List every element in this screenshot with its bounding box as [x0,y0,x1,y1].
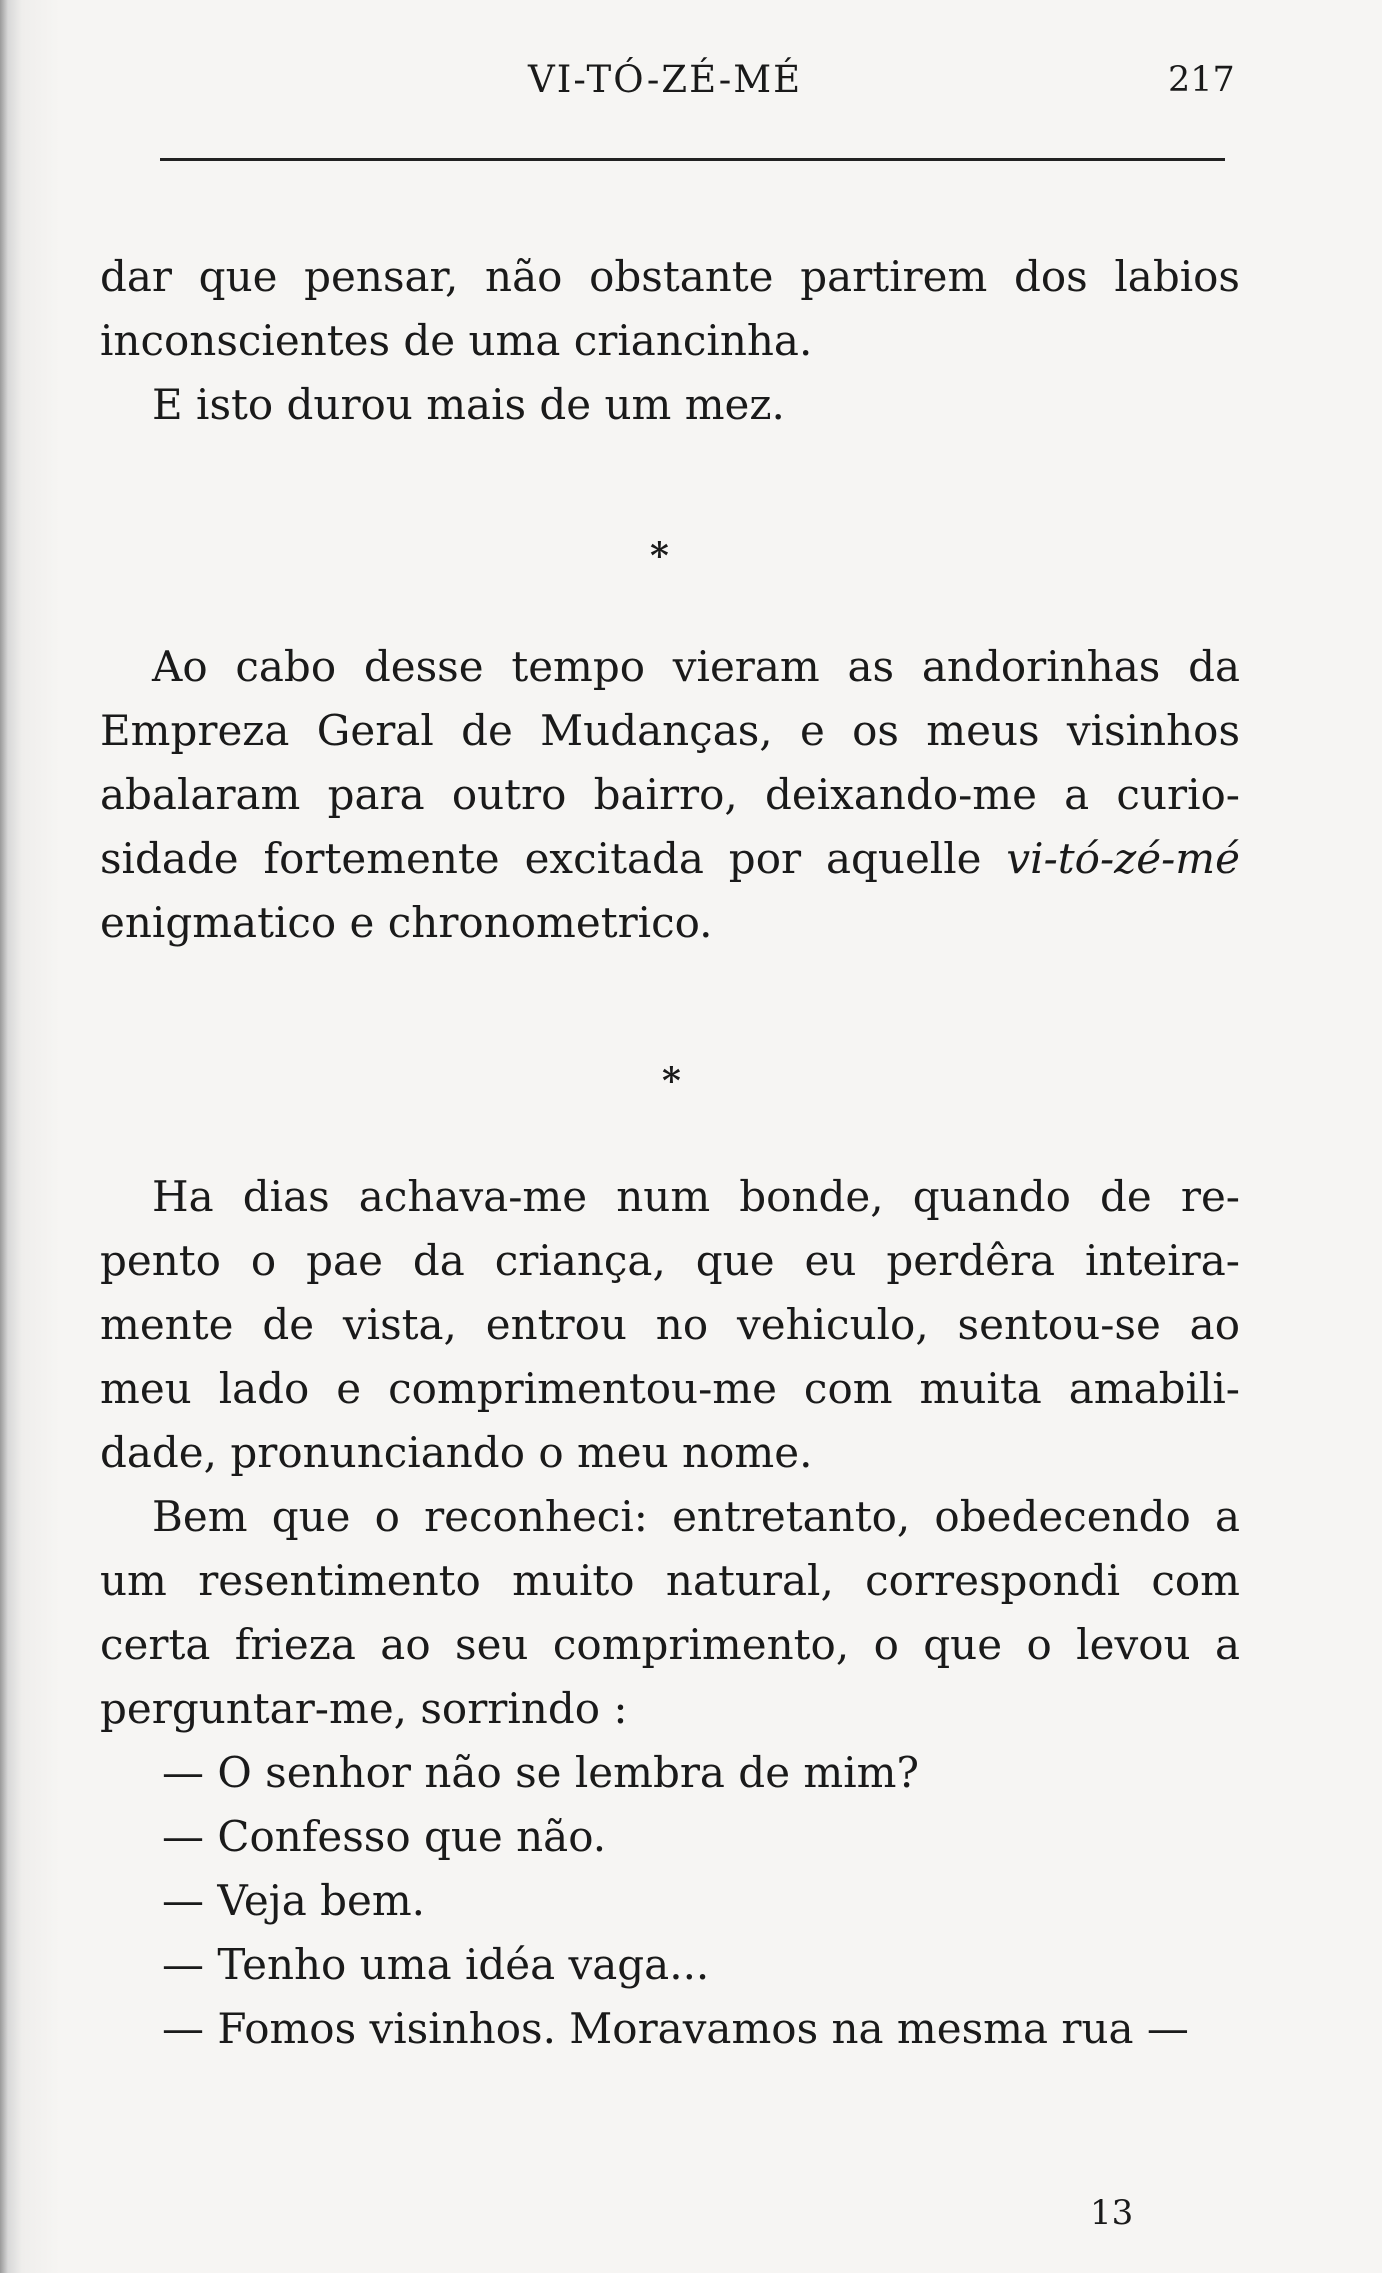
text-line: certa frieza ao seu comprimento, o que o levou a [100,1620,1240,1669]
italic-phrase: vi-tó-zé-mé [1006,834,1240,883]
dialogue-line: — Veja bem. [162,1876,426,1925]
text-line: um resentimento muito natural, correspondi com [100,1556,1240,1605]
dialogue-line: — Confesso que não. [162,1812,607,1861]
dialogue-line: — Fomos visinhos. Moravamos na mesma rua — [162,2004,1189,2053]
header-rule [160,158,1225,161]
dialogue-line: — O senhor não se lembra de mim? [162,1748,920,1797]
section-ornament: * [650,535,669,577]
text-line: Bem que o reconheci: entretanto, obedecendo a [152,1492,1240,1541]
text-fragment: sidade fortemente excitada por aquelle [100,834,1007,883]
section-ornament: * [662,1060,681,1102]
paragraph-3 [100,1165,1240,2061]
paragraph-1 [100,245,1240,437]
text-line: meu lado e comprimentou-me com muita amabili- [100,1364,1240,1413]
text-line: inconscientes de uma criancinha. [100,316,813,365]
text-line: abalaram para outro bairro, deixando-me a curio- [100,770,1240,819]
text-line: E isto durou mais de um mez. [152,380,785,429]
text-line: mente de vista, entrou no vehiculo, sentou-se ao [100,1300,1240,1349]
text-line: Ao cabo desse tempo vieram as andorinhas da [152,642,1240,691]
text-line: dade, pronunciando o meu nome. [100,1428,813,1477]
dialogue-line: — Tenho uma idéa vaga... [162,1940,710,1989]
signature-mark: 13 [1090,2193,1134,2233]
text-line: Ha dias achava-me num bonde, quando de re- [152,1172,1240,1221]
text-line: Empreza Geral de Mudanças, e os meus visinhos [100,706,1240,755]
text-line: perguntar-me, sorrindo : [100,1684,628,1733]
text-line-with-italic [100,827,1240,891]
text-line: pento o pae da criança, que eu perdêra inteira- [100,1236,1240,1285]
running-title: VI-TÓ-ZÉ-MÉ [528,58,803,101]
text-line: enigmatico e chronometrico. [100,898,713,947]
paragraph-2 [100,635,1240,955]
page-number: 217 [1168,60,1235,100]
text-line: dar que pensar, não obstante partirem dos labios [100,252,1240,301]
